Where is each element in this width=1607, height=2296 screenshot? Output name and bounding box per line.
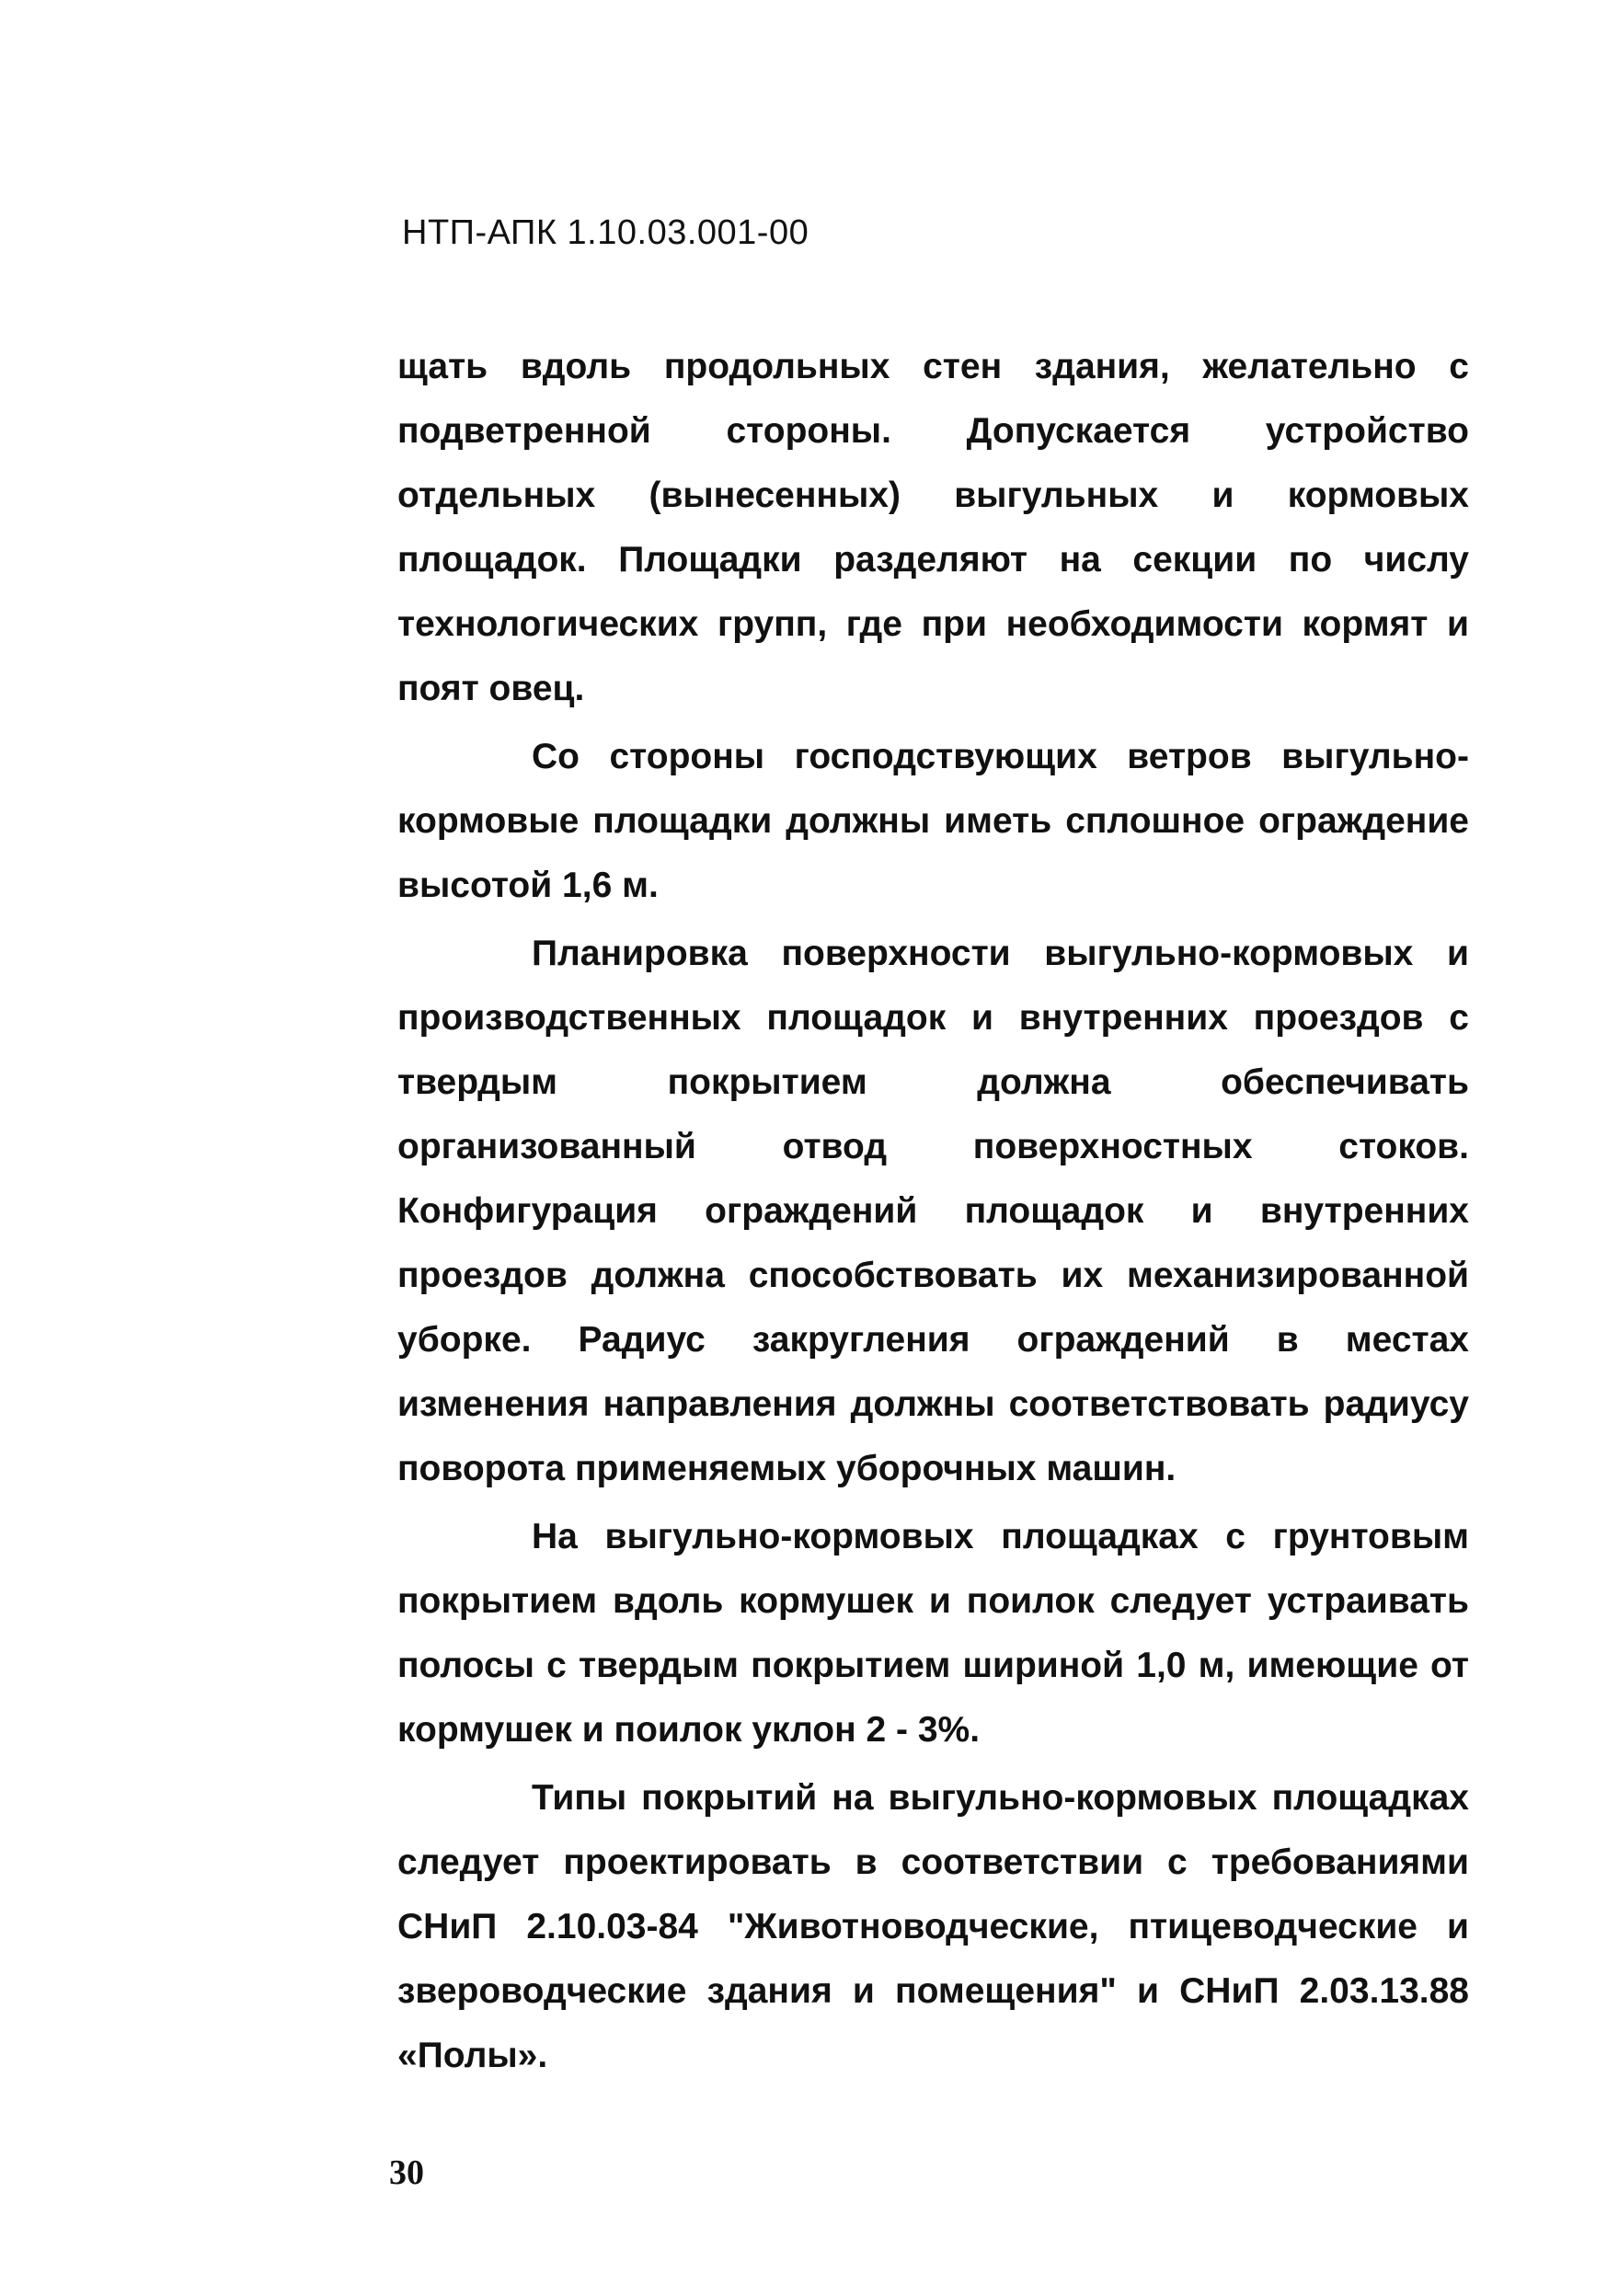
page-number: 30 — [389, 2153, 424, 2192]
paragraph-cover-types: Типы покрытий на выгульно-кормовых площадках следует проектировать в соответствии с требованиями СНиП 2.10.03-84 "Животноводческие, птицеводческие и звероводческие здания и помещения" и СНиП 2.03.13.88 «Полы». — [397, 1778, 1469, 2075]
paragraph-wind-fencing: Со стороны господствующих ветров выгульно-кормовые площадки должны иметь сплошное ограждение высотой 1,6 м. — [397, 737, 1469, 905]
paragraph-continuation: щать вдоль продольных стен здания, желательно с подветренной стороны. Допускается устройство отдельных (вынесенных) выгульных и кормовых площадок. Площадки разделяют на секции по числу технологических групп, где при необходимости кормят и поят овец. — [397, 347, 1469, 708]
paragraph-hard-cover-strips: На выгульно-кормовых площадках с грунтовым покрытием вдоль кормушек и поилок следует устраивать полосы с твердым покрытием шириной 1,0 м, имеющие от кормушек и поилок уклон 2 - 3%. — [397, 1517, 1469, 1750]
paragraph-surface-planning: Планировка поверхности выгульно-кормовых и производственных площадок и внутренних проездов с твердым покрытием должна обеспечивать организованный отвод поверхностных стоков. Конфигурация ограждений площадок и внутренних проездов должна способствовать их механизированной уборке. Радиус закругления ограждений в местах изменения направления должны соответствовать радиусу поворота применяемых уборочных машин. — [397, 934, 1469, 1488]
document-body — [397, 335, 1469, 2088]
document-header-code: НТП-АПК 1.10.03.001-00 — [402, 213, 809, 252]
